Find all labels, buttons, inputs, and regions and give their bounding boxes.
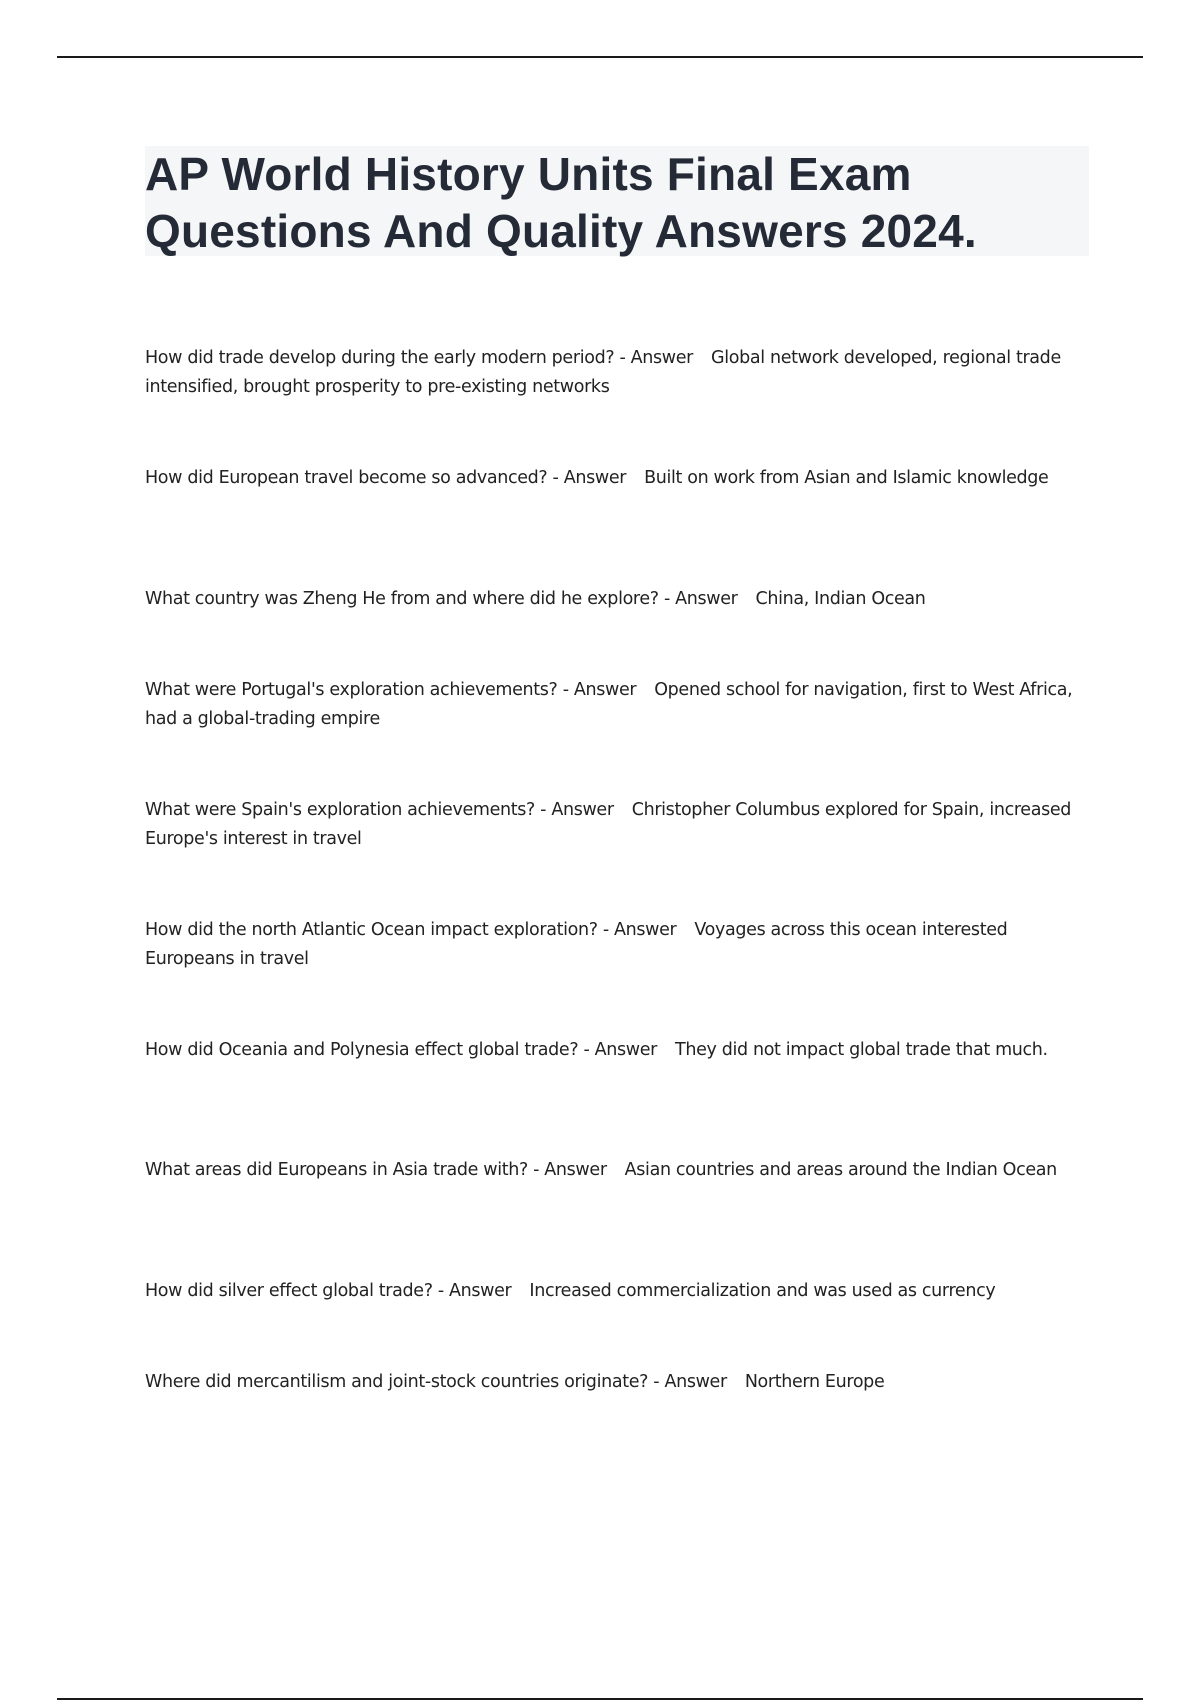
qa-item — [145, 1156, 1085, 1185]
question-text: Where did mercantilism and joint-stock countries originate? - Answer — [145, 1372, 727, 1392]
answer-text: Christopher Columbus explored for Spain, increased Europe's interest in travel — [145, 800, 1072, 849]
qa-item — [145, 585, 1085, 614]
question-text: How did trade develop during the early modern period? - Answer — [145, 348, 694, 368]
answer-text: Asian countries and areas around the Indian Ocean — [624, 1160, 1057, 1180]
page-title-line-2: Questions And Quality Answers 2024. — [145, 205, 977, 257]
question-text: What areas did Europeans in Asia trade with? - Answer — [145, 1160, 607, 1180]
answer-text: Increased commercialization and was used as currency — [529, 1281, 996, 1301]
question-text: How did European travel become so advanced? - Answer — [145, 468, 627, 488]
qa-item — [145, 344, 1085, 402]
question-text: What were Portugal's exploration achievements? - Answer — [145, 680, 637, 700]
answer-text: They did not impact global trade that much. — [675, 1040, 1048, 1060]
top-divider — [57, 56, 1143, 58]
answer-text: China, Indian Ocean — [755, 589, 926, 609]
answer-text: Built on work from Asian and Islamic knowledge — [644, 468, 1049, 488]
question-text: How did silver effect global trade? - Answer — [145, 1281, 512, 1301]
qa-item — [145, 1368, 1085, 1397]
qa-item — [145, 1036, 1085, 1065]
qa-item — [145, 464, 1085, 493]
answer-text: Global network developed, regional trade intensified, brought prosperity to pre-existing networks — [145, 348, 1061, 397]
question-text: How did the north Atlantic Ocean impact exploration? - Answer — [145, 920, 677, 940]
question-text: What were Spain's exploration achievements? - Answer — [145, 800, 614, 820]
answer-text: Voyages across this ocean interested Europeans in travel — [145, 920, 1008, 969]
question-text: What country was Zheng He from and where did he explore? - Answer — [145, 589, 738, 609]
qa-item — [145, 916, 1085, 974]
question-text: How did Oceania and Polynesia effect global trade? - Answer — [145, 1040, 657, 1060]
qa-item — [145, 676, 1085, 734]
qa-item — [145, 1277, 1085, 1306]
page-title-line-1: AP World History Units Final Exam — [145, 148, 912, 200]
qa-item — [145, 796, 1085, 854]
answer-text: Opened school for navigation, first to West Africa, had a global-trading empire — [145, 680, 1073, 729]
answer-text: Northern Europe — [744, 1372, 885, 1392]
